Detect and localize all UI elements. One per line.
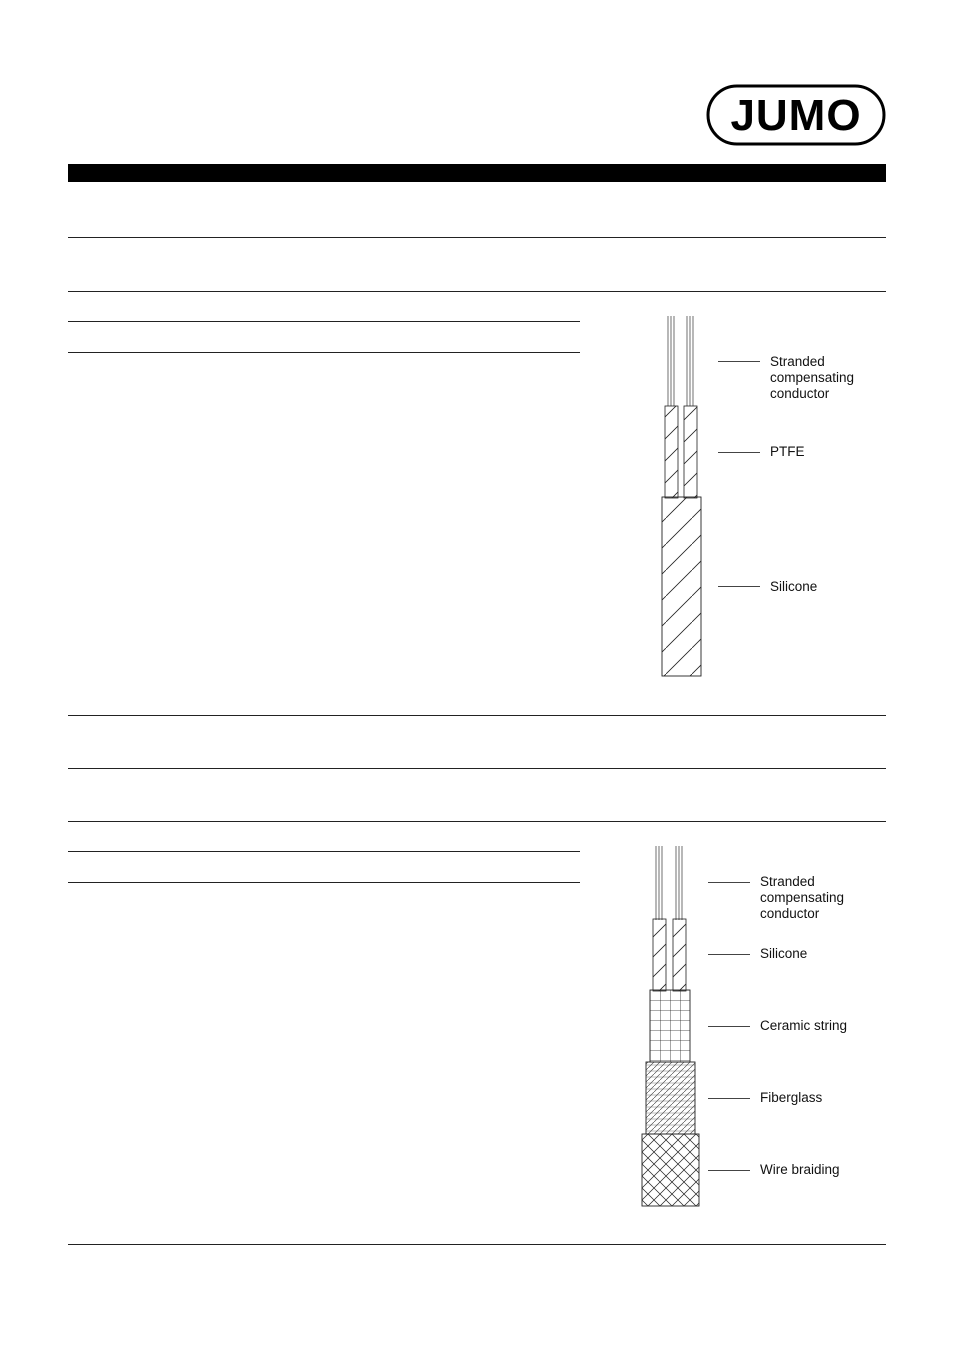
logo-text: JUMO xyxy=(730,91,862,140)
divider xyxy=(68,882,580,883)
ceramic-string-layer xyxy=(650,990,690,1062)
divider xyxy=(68,352,580,353)
divider xyxy=(68,321,580,322)
divider xyxy=(68,715,886,716)
label-wire-braiding: Wire braiding xyxy=(760,1162,840,1177)
label-stranded-conductor: Stranded compensating conductor xyxy=(770,354,855,401)
stranded-conductor xyxy=(668,316,693,406)
divider xyxy=(68,768,886,769)
fiberglass-layer xyxy=(646,1062,695,1134)
leader-line xyxy=(708,1170,750,1171)
label-fiberglass: Fiberglass xyxy=(760,1090,823,1105)
divider xyxy=(68,851,580,852)
leader-line xyxy=(708,954,750,955)
leader-line xyxy=(708,1026,750,1027)
label-stranded-conductor: Stranded compensating conductor xyxy=(760,874,845,921)
wire-braiding-layer xyxy=(642,1134,699,1206)
silicone-jacket xyxy=(662,497,701,676)
ptfe-insulation xyxy=(665,406,697,498)
stranded-conductor xyxy=(656,846,682,920)
leader-line xyxy=(718,586,760,587)
silicone-insulation xyxy=(653,919,686,991)
divider xyxy=(68,237,886,238)
jumo-logo xyxy=(706,84,886,146)
leader-line xyxy=(708,1098,750,1099)
divider xyxy=(68,291,886,292)
header-bar xyxy=(68,164,886,182)
leader-line xyxy=(708,882,750,883)
divider xyxy=(68,1244,886,1245)
label-silicone: Silicone xyxy=(760,946,808,961)
cable-diagram-silicone xyxy=(640,310,720,680)
label-ceramic-string: Ceramic string xyxy=(760,1018,848,1033)
leader-line xyxy=(718,361,760,362)
leader-line xyxy=(718,452,760,453)
cable-diagram-wire-braiding xyxy=(630,840,710,1210)
label-silicone: Silicone xyxy=(770,579,818,594)
label-ptfe: PTFE xyxy=(770,444,805,459)
divider xyxy=(68,821,886,822)
